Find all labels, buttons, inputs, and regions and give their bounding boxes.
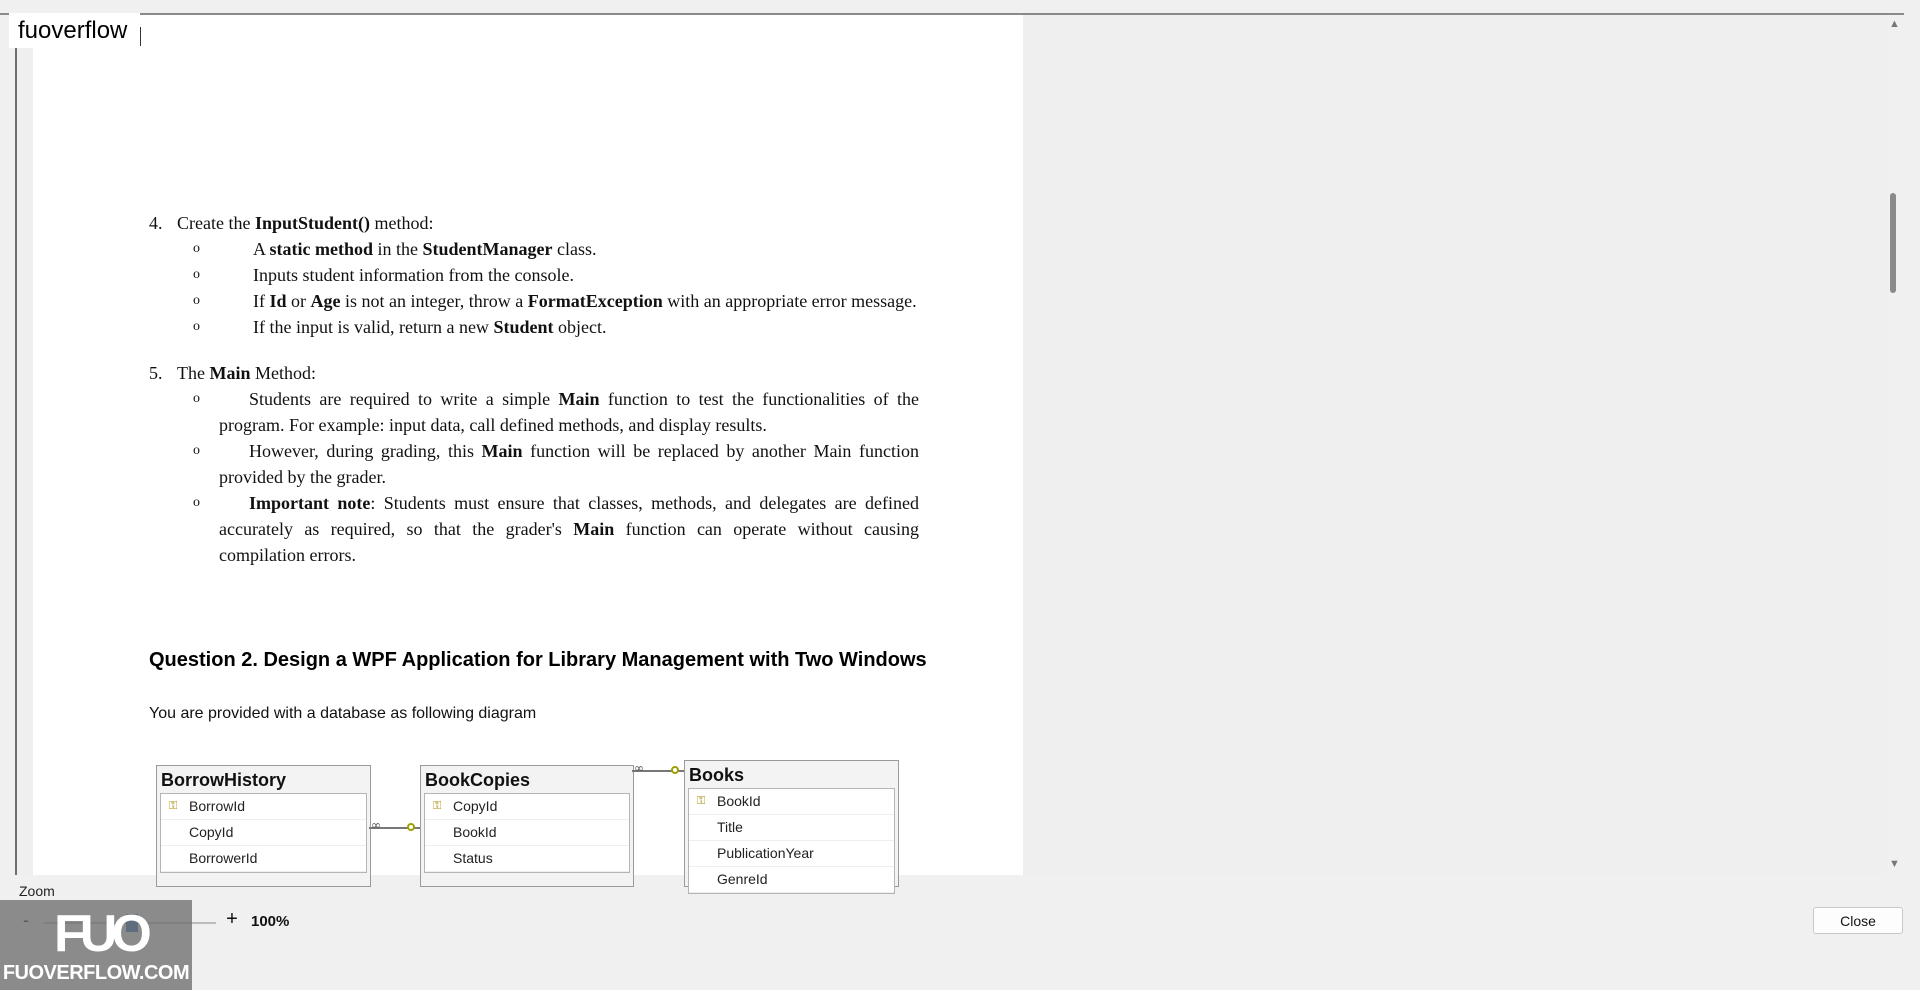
table-bookcopies — [420, 765, 634, 887]
question-subtitle: You are provided with a database as following diagram — [149, 705, 537, 722]
question-title: Question 2. Design a WPF Application for Library Management with Two Windows — [149, 649, 927, 671]
table-name: Books — [689, 765, 745, 785]
item-number: 5. — [149, 363, 163, 383]
table-name: BorrowHistory — [161, 770, 287, 790]
key-icon: ⚿ — [697, 795, 706, 807]
close-button[interactable]: Close — [1813, 907, 1903, 934]
bullet-icon: o — [193, 443, 200, 458]
bullet-icon: o — [193, 267, 200, 282]
infinity-icon: ∞ — [634, 761, 644, 775]
vertical-scrollbar[interactable] — [1886, 15, 1903, 875]
table-borrowhistory — [156, 765, 371, 887]
table-row: BookId — [425, 820, 629, 846]
scrollbar-thumb[interactable] — [1890, 193, 1896, 293]
bullet-icon: o — [193, 241, 200, 256]
table-row: ⚿ CopyId — [425, 794, 629, 820]
scroll-up-icon[interactable]: ▲ — [1889, 18, 1900, 30]
bullet-icon: o — [193, 391, 200, 406]
item-5-heading: 5. The Main Method: — [149, 360, 316, 386]
key-end-icon — [407, 823, 415, 831]
bullet-icon: o — [193, 293, 200, 308]
table-books — [684, 760, 899, 887]
item-4-heading: 4. Create the InputStudent() method: — [149, 210, 434, 236]
table-name: BookCopies — [425, 770, 531, 790]
bullet-icon: o — [193, 495, 200, 510]
table-row: PublicationYear — [689, 841, 894, 867]
list-item: o However, during grading, this Main function will be replaced by another Main function provided by the grader. — [219, 438, 919, 490]
bullet-icon: o — [193, 319, 200, 334]
watermark-logo: FUO — [54, 905, 146, 963]
document-page: 4. Create the InputStudent() method: o A static method in the StudentManager class. o Inputs student information from the console. o If Id or Age is not an integer, throw a FormatException with an appropriate error message. o If the input is valid, return a new Student object. 5. The Main Method: o Students are required to write a simple Main function to test the functionalities of the program. For example: input data, call defined methods, and display results. o However, during grading, this Main function will be replaced by another Main function provided by the grader. o Important note: Students must ensure that classes, methods, and delegates are defined accurately as required, so that the grader's Main function can operate without causing compilation errors. Question 2. Design a WPF Application for Library Management with Two Windows You are provided with a database as following diagram BorrowHistory ⚿ BorrowId CopyId BorrowerId BookCopies ⚿ CopyId BookId Status Books ⚿ BookId Title PublicationYear GenreId ∞ ∞ — [33, 15, 1023, 875]
key-icon: ⚿ — [169, 800, 178, 812]
table-row: Title — [689, 815, 894, 841]
list-item: o Important note: Students must ensure that classes, methods, and delegates are defined accurately as required, so that the grader's Main function can operate without causing compilation errors. — [219, 490, 919, 568]
window-title: fuoverflow — [9, 13, 140, 48]
text-caret — [140, 27, 141, 46]
table-row: BorrowerId — [161, 846, 366, 872]
table-row: ⚿ BorrowId — [161, 794, 366, 820]
table-row: Status — [425, 846, 629, 872]
key-icon: ⚿ — [433, 800, 442, 812]
document-viewer[interactable] — [17, 15, 1886, 887]
table-row: ⚿ BookId — [689, 789, 894, 815]
watermark — [0, 900, 192, 990]
watermark-text: FUOVERFLOW.COM — [2, 962, 190, 984]
table-row: GenreId — [689, 867, 894, 893]
zoom-value: 100% — [251, 913, 290, 930]
zoom-in-button[interactable]: + — [226, 908, 238, 930]
list-item: o Students are required to write a simple Main function to test the functionalities of the program. For example: input data, call defined methods, and display results. — [219, 386, 919, 438]
scroll-down-icon[interactable]: ▼ — [1889, 858, 1900, 870]
item-number: 4. — [149, 213, 163, 233]
zoom-label: Zoom — [19, 883, 55, 899]
infinity-icon: ∞ — [371, 818, 381, 832]
table-row: CopyId — [161, 820, 366, 846]
key-end-icon — [671, 766, 679, 774]
